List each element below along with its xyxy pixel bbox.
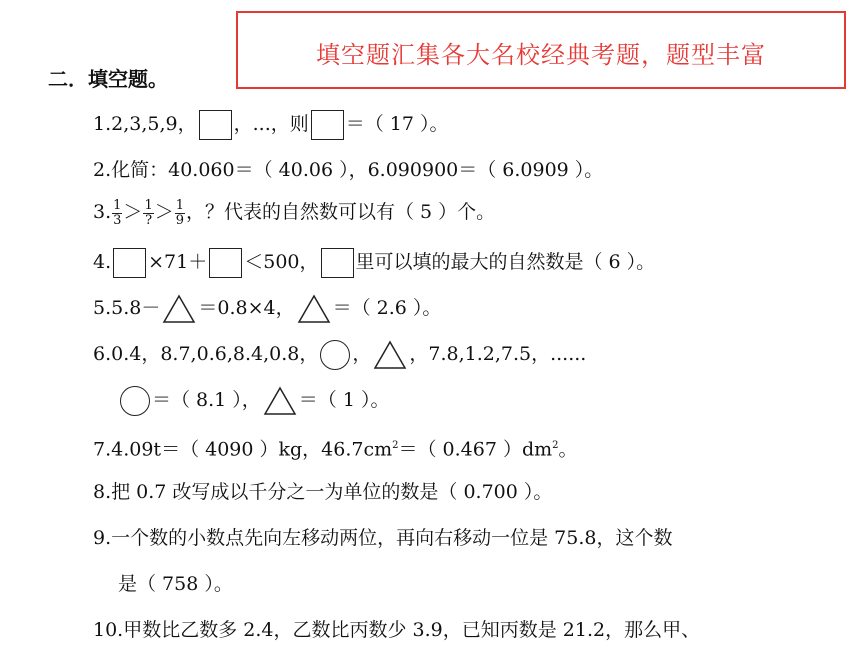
q5-text-c: ＝（ 2.6 ）。 (332, 297, 442, 319)
fraction-denominator: ? (145, 212, 153, 228)
question-1 (93, 110, 449, 140)
fraction-3 (175, 199, 185, 228)
blank-box (113, 248, 146, 278)
question-2: 2.化简：40.060＝（ 40.06 ），6.090900＝（ 6.0909 ）。 (93, 159, 604, 181)
greater-than: ＞ (154, 201, 174, 223)
question-6 (93, 340, 586, 370)
question-6-answer (118, 386, 389, 416)
q6-text-b: ， (352, 343, 372, 365)
question-10: 10.甲数比乙数多 2.4，乙数比丙数少 3.9，已知丙数是 21.2，那么甲、 (93, 619, 701, 641)
greater-than: ＞ (123, 201, 143, 223)
q6b-text-a: ＝（ 8.1 ）， (152, 389, 261, 411)
blank-box (311, 110, 344, 140)
q1-text-a: 1.2,3,5,9， (93, 113, 197, 135)
q4-text-d: 里可以填的最大的自然数是（ 6 ）。 (355, 251, 656, 273)
blank-box (199, 110, 232, 140)
q6-text-c: ，7.8,1.2,7.5，...... (409, 343, 587, 365)
fraction-1 (112, 199, 122, 228)
q1-text-c: ＝（ 17 ）。 (345, 113, 449, 135)
blank-box (209, 248, 242, 278)
q3-rest: ，？代表的自然数可以有（ 5 ）个。 (186, 201, 496, 223)
circle-icon (120, 386, 150, 416)
fraction-2 (143, 199, 153, 228)
q1-text-b: ，...，则 (233, 113, 309, 135)
triangle-icon (373, 340, 407, 370)
section-heading: 二．填空题。 (48, 67, 168, 91)
fraction-denominator: 9 (175, 212, 185, 228)
fraction-numerator: 1 (113, 197, 122, 213)
question-4 (93, 248, 655, 278)
question-7 (93, 432, 578, 463)
promo-banner-text: 填空题汇集各大名校经典考题，题型丰富 (316, 41, 766, 69)
question-8: 8.把 0.7 改写成以千分之一为单位的数是（ 0.700 ）。 (93, 481, 553, 503)
q6b-text-b: ＝（ 1 ）。 (298, 389, 390, 411)
fraction-numerator: 1 (144, 197, 153, 213)
q4-text-c: ＜500， (244, 251, 319, 273)
q5-text-a: 5.5.8－ (93, 297, 161, 319)
q4-text-b: ×71＋ (148, 251, 208, 273)
q6-text-a: 6.0.4，8.7,0.6,8.4,0.8， (93, 343, 319, 365)
fraction-denominator: 3 (113, 212, 122, 228)
superscript: 2 (392, 440, 399, 451)
question-9-line-1: 9.一个数的小数点先向左移动两位，再向右移动一位是 75.8，这个数 (93, 527, 673, 549)
circle-icon (320, 340, 350, 370)
triangle-icon (297, 294, 331, 324)
blank-box (321, 248, 354, 278)
q7-text-b: ＝（ 0.467 ）dm (398, 438, 553, 461)
triangle-icon (162, 294, 196, 324)
q7-text-a: 7.4.09t＝（ 4090 ）kg，46.7cm (93, 438, 393, 461)
q7-text-c: 。 (558, 438, 578, 461)
fraction-numerator: 1 (175, 197, 185, 213)
q3-prefix: 3. (93, 201, 112, 223)
triangle-icon (263, 386, 297, 416)
q5-text-b: ＝0.8×4， (198, 297, 295, 319)
superscript: 2 (552, 440, 559, 451)
q4-text-a: 4. (93, 251, 112, 273)
question-9-line-2: 是（ 758 ）。 (118, 573, 233, 595)
question-5 (93, 294, 441, 324)
promo-banner (236, 11, 846, 89)
question-3 (93, 198, 495, 228)
